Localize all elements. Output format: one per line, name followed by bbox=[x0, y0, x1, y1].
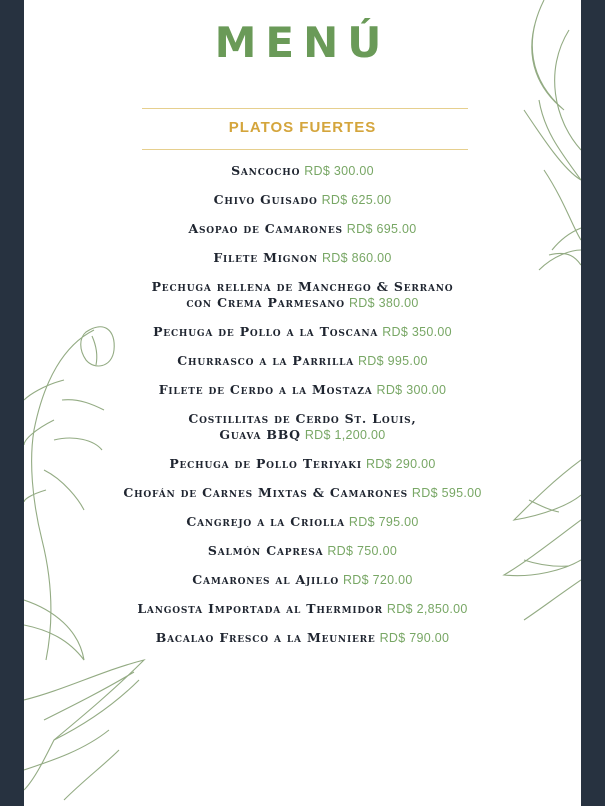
dish-name: Cangrejo a la Criolla bbox=[186, 514, 345, 529]
dish-price: RD$ 790.00 bbox=[379, 631, 450, 645]
menu-item bbox=[24, 485, 581, 501]
menu-page bbox=[24, 0, 581, 806]
dish-name: Costillitas de Cerdo St. Louis, Guava BBQ bbox=[188, 411, 417, 442]
dish-name: Filete de Cerdo a la Mostaza bbox=[158, 382, 373, 397]
dish-name: Filete Mignon bbox=[213, 250, 318, 265]
dish-name: Sancocho bbox=[231, 163, 301, 178]
menu-item bbox=[24, 324, 581, 340]
menu-item bbox=[24, 382, 581, 398]
dish-price: RD$ 300.00 bbox=[304, 164, 374, 178]
section-title: PLATOS FUERTES bbox=[228, 119, 377, 136]
menu-item bbox=[24, 221, 581, 237]
menu-item bbox=[24, 543, 581, 559]
menu-item bbox=[24, 572, 581, 588]
menu-item bbox=[24, 630, 581, 646]
menu-item bbox=[24, 163, 581, 179]
dish-price: RD$ 300.00 bbox=[376, 383, 447, 397]
dish-name: Salmón Capresa bbox=[207, 543, 324, 558]
dish-name: Pechuga rellena de Manchego & Serrano con Crema Parmesano bbox=[151, 279, 454, 310]
dish-price: RD$ 860.00 bbox=[321, 251, 392, 265]
dish-price: RD$ 625.00 bbox=[321, 193, 392, 207]
dish-price: RD$ 995.00 bbox=[357, 354, 428, 368]
dish-price: RD$ 750.00 bbox=[327, 544, 398, 558]
dish-price: RD$ 595.00 bbox=[411, 486, 482, 500]
dish-name: Pechuga de Pollo a la Toscana bbox=[153, 324, 379, 339]
menu-item bbox=[24, 456, 581, 472]
dish-price: RD$ 1,200.00 bbox=[304, 428, 386, 442]
dish-name: Bacalao Fresco a la Meuniere bbox=[155, 630, 376, 645]
menu-item bbox=[24, 279, 581, 311]
menu-item bbox=[24, 192, 581, 208]
dish-name: Camarones al Ajillo bbox=[192, 572, 339, 587]
menu-item-list bbox=[24, 163, 581, 659]
section-bottom-divider bbox=[142, 149, 468, 150]
dish-price: RD$ 720.00 bbox=[342, 573, 413, 587]
dish-name: Asopao de Camarones bbox=[188, 221, 343, 236]
dish-name: Langosta Importada al Thermidor bbox=[137, 601, 383, 616]
dish-price: RD$ 350.00 bbox=[382, 325, 452, 339]
menu-title: MENÚ bbox=[214, 18, 391, 67]
menu-item bbox=[24, 250, 581, 266]
menu-item bbox=[24, 411, 581, 443]
dish-name: Chivo Guisado bbox=[213, 192, 318, 207]
dish-price: RD$ 380.00 bbox=[348, 296, 419, 310]
dish-name: Chofán de Carnes Mixtas & Camarones bbox=[123, 485, 408, 500]
menu-item bbox=[24, 601, 581, 617]
section-top-divider bbox=[142, 108, 468, 109]
dish-name: Pechuga de Pollo Teriyaki bbox=[169, 456, 362, 471]
dish-name: Churrasco a la Parrilla bbox=[177, 353, 354, 368]
dish-price: RD$ 795.00 bbox=[348, 515, 419, 529]
dish-price: RD$ 290.00 bbox=[365, 457, 436, 471]
menu-item bbox=[24, 514, 581, 530]
dish-price: RD$ 2,850.00 bbox=[386, 602, 468, 616]
dish-price: RD$ 695.00 bbox=[346, 222, 417, 236]
menu-item bbox=[24, 353, 581, 369]
